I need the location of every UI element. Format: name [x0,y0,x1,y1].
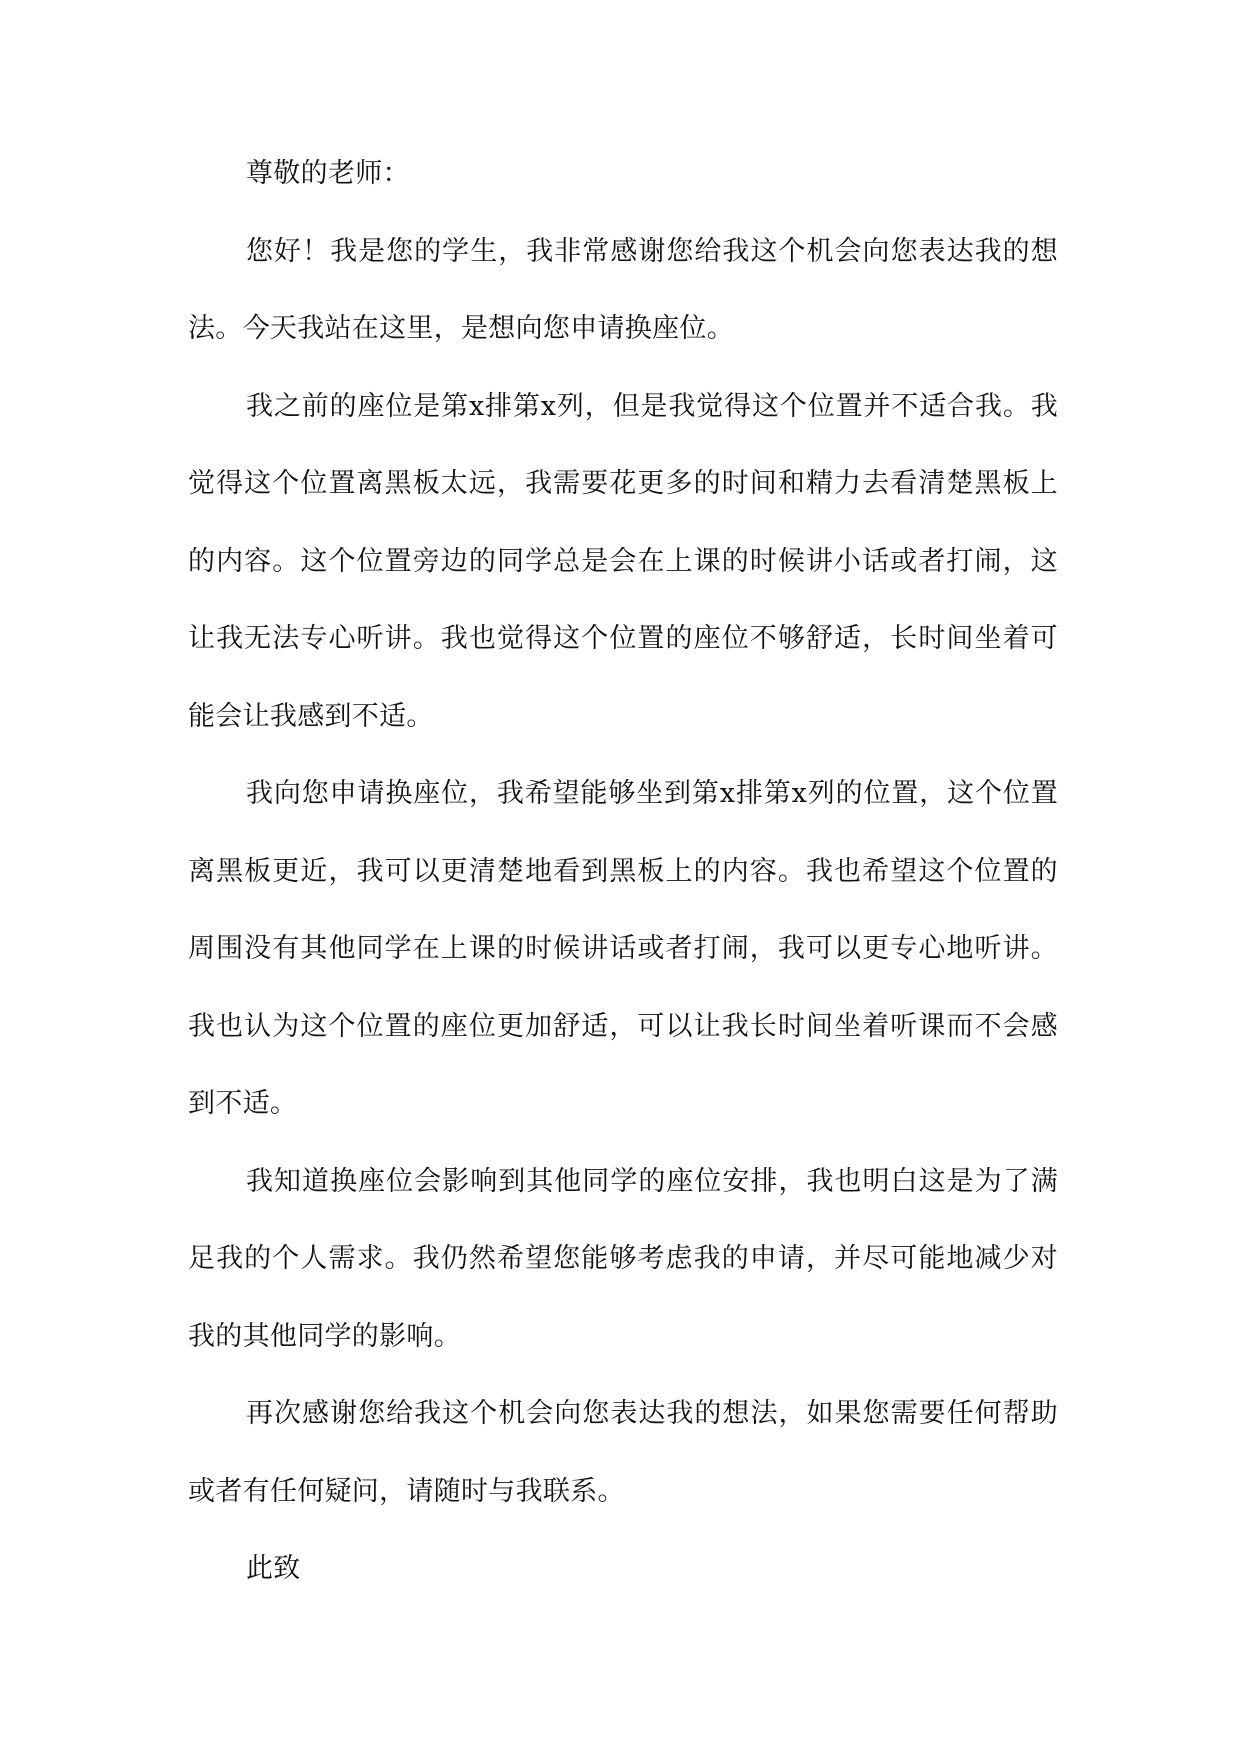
paragraph-request: 我向您申请换座位，我希望能够坐到第x排第x列的位置，这个位置离黑板更近，我可以更清楚地看到黑板上的内容。我也希望这个位置的周围没有其他同学在上课的时候讲话或者打闹，我可以更专心地听讲。我也认为这个位置的座位更加舒适，可以让我长时间坐着听课而不会感到不适。 [188,778,1058,1119]
salutation: 尊敬的老师： [246,158,410,189]
letter-body [188,135,1058,1608]
closing: 此致 [246,1553,301,1584]
paragraph-greeting: 您好！我是您的学生，我非常感谢您给我这个机会向您表达我的想法。今天我站在这里，是想向您申请换座位。 [188,235,1058,344]
paragraph-consideration: 我知道换座位会影响到其他同学的座位安排，我也明白这是为了满足我的个人需求。我仍然希望您能够考虑我的申请，并尽可能地减少对我的其他同学的影响。 [188,1165,1058,1352]
paragraph-current-seat: 我之前的座位是第x排第x列，但是我觉得这个位置并不适合我。我觉得这个位置离黑板太远，我需要花更多的时间和精力去看清楚黑板上的内容。这个位置旁边的同学总是会在上课的时候讲小话或者打闹，这让我无法专心听讲。我也觉得这个位置的座位不够舒适，长时间坐着可能会让我感到不适。 [188,390,1058,732]
paragraph-thanks: 再次感谢您给我这个机会向您表达我的想法，如果您需要任何帮助或者有任何疑问，请随时与我联系。 [188,1398,1058,1507]
